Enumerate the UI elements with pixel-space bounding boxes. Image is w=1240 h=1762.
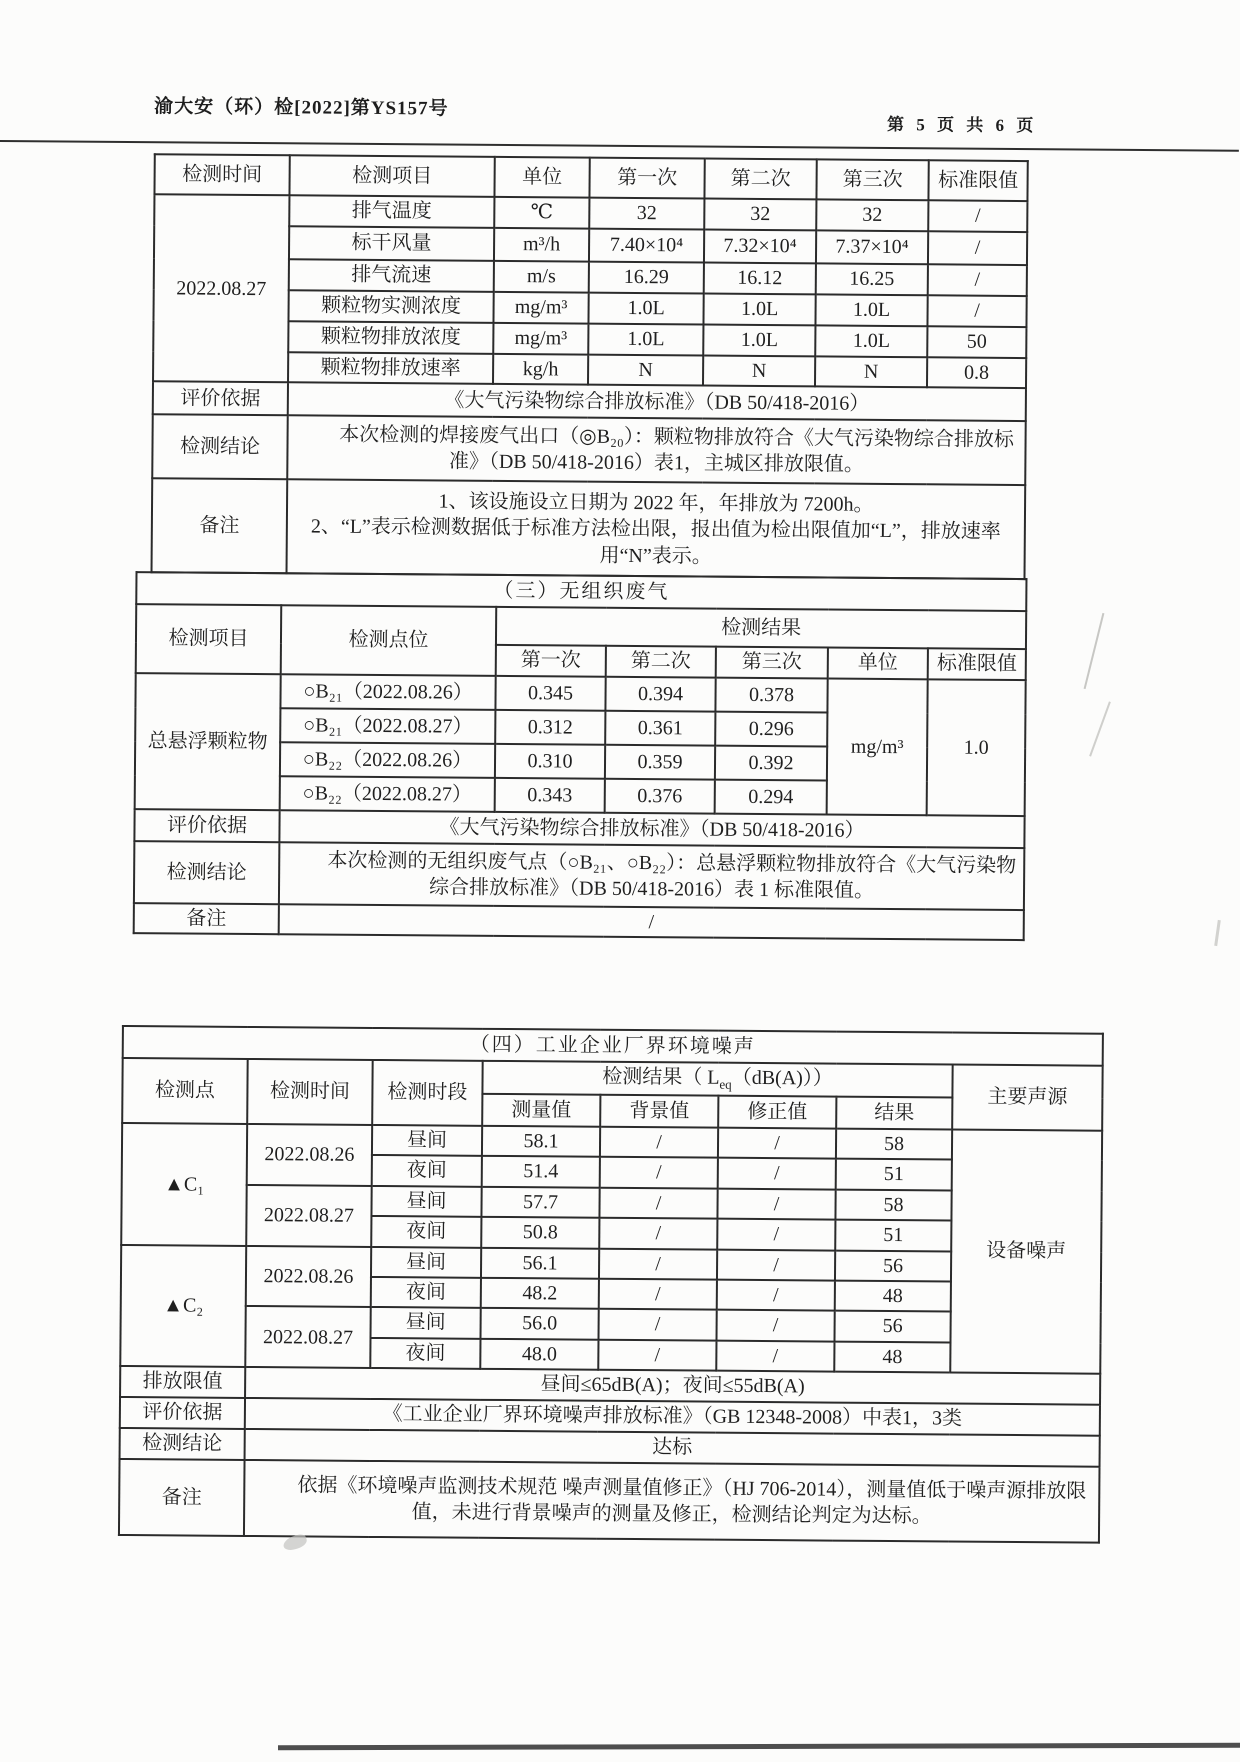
period-cell: 昼间 xyxy=(371,1186,481,1217)
item-cell: 标干风量 xyxy=(289,226,494,261)
value-cell: 0.376 xyxy=(605,779,715,814)
period-cell: 夜间 xyxy=(372,1155,482,1186)
t2-col-point: 检测点位 xyxy=(281,605,497,676)
limit-cell: 50 xyxy=(927,326,1026,358)
value-cell: 56 xyxy=(834,1311,950,1342)
remarks-text: 依据《环境噪声监测技术规范 噪声测量值修正》（HJ 706-2014），测量值低于噪声源排放限值，未进行背景噪声的测量及修正，检测结论判定为达标。 xyxy=(244,1460,1100,1543)
row-label: 评价依据 xyxy=(153,382,288,416)
date-cell: 2022.08.27 xyxy=(246,1185,371,1247)
value-cell: / xyxy=(598,1309,716,1340)
value-cell: 51 xyxy=(835,1220,951,1251)
period-cell: 昼间 xyxy=(371,1307,481,1338)
value-cell: 16.12 xyxy=(704,263,816,295)
unit-cell: mg/m³ xyxy=(493,323,588,355)
point-cell: ○B₂₂（2022.08.26） xyxy=(280,742,495,778)
t2-title: （三）无组织废气 xyxy=(136,572,1026,611)
value-cell: 32 xyxy=(589,198,704,230)
t2-col-limit: 标准限值 xyxy=(928,648,1026,680)
value-cell: / xyxy=(718,1128,836,1159)
t2-col-second: 第二次 xyxy=(606,646,716,678)
value-cell: N xyxy=(703,356,815,387)
t2-col-result: 检测结果 xyxy=(496,607,1026,649)
limit-cell: / xyxy=(928,200,1027,232)
value-cell: 48 xyxy=(835,1281,951,1312)
row-label: 评价依据 xyxy=(120,1397,245,1429)
unit-cell: mg/m³ xyxy=(493,292,588,324)
value-cell: / xyxy=(717,1188,835,1219)
value-cell: 57.7 xyxy=(481,1187,599,1218)
t1-col-limit: 标准限值 xyxy=(928,160,1027,201)
limit-text: 昼间≤65dB(A)；夜间≤55dB(A) xyxy=(245,1367,1100,1405)
value-cell: N xyxy=(588,355,703,386)
t2-col-item: 检测项目 xyxy=(136,604,282,674)
value-cell: 0.343 xyxy=(495,778,605,813)
value-cell: 48 xyxy=(834,1341,950,1372)
evaluation-basis-text: 《工业企业厂界环境噪声排放标准》（GB 12348-2008）中表1，3类 xyxy=(245,1398,1100,1436)
noise-source-cell: 设备噪声 xyxy=(950,1130,1102,1374)
t3-result-header-text: 检测结果（ L xyxy=(602,1066,720,1090)
unit-cell: mg/m³ xyxy=(827,679,928,816)
item-cell: 排气流速 xyxy=(289,259,494,292)
t3-title: （四）工业企业厂界环境噪声 xyxy=(123,1026,1103,1066)
t3-result-header-sub: eq xyxy=(719,1077,732,1093)
t2-col-third: 第三次 xyxy=(716,647,828,679)
value-cell: 1.0L xyxy=(588,324,703,356)
value-cell: 0.296 xyxy=(715,712,827,747)
value-cell: 56.1 xyxy=(481,1247,599,1278)
value-cell: 7.32×10⁴ xyxy=(704,230,816,264)
t3-col-point: 检测点 xyxy=(122,1058,248,1124)
date-cell: 2022.08.27 xyxy=(153,194,289,382)
evaluation-basis-text: 《大气污染物综合排放标准》（DB 50/418-2016） xyxy=(279,810,1024,848)
row-label: 检测结论 xyxy=(120,1428,245,1460)
value-cell: / xyxy=(599,1279,717,1310)
value-cell: 0.378 xyxy=(715,678,827,713)
value-cell: / xyxy=(716,1310,834,1341)
conclusion-row xyxy=(134,841,1025,910)
value-cell: 0.294 xyxy=(715,780,827,815)
unit-cell: kg/h xyxy=(493,354,588,385)
t1-col-third: 第三次 xyxy=(816,159,928,200)
item-cell: 总悬浮颗粒物 xyxy=(135,673,281,810)
fugitive-exhaust-table xyxy=(133,571,1028,941)
value-cell: 7.37×10⁴ xyxy=(816,230,928,264)
row-label: 备注 xyxy=(134,903,279,935)
remark-line: 2、“L”表示检测数据低于标准方法检出限，报出值为检出限值加“L”，排放速率用“N”表示。 xyxy=(310,515,1001,568)
value-cell: 0.345 xyxy=(495,676,605,711)
remarks-row xyxy=(134,903,1024,940)
value-cell: 58 xyxy=(836,1129,952,1160)
value-cell: 0.394 xyxy=(605,677,715,712)
value-cell: N xyxy=(815,356,927,387)
remarks-row xyxy=(119,1459,1100,1543)
document-number: 渝大安（环）检[2022]第YS157号 xyxy=(154,96,449,120)
conclusion-row xyxy=(152,415,1025,486)
period-cell: 夜间 xyxy=(371,1216,481,1247)
row-label: 备注 xyxy=(152,479,288,574)
date-cell: 2022.08.26 xyxy=(247,1124,372,1186)
period-cell: 夜间 xyxy=(370,1338,480,1369)
conclusion-text: 达标 xyxy=(245,1429,1100,1467)
t3-header-row-1 xyxy=(122,1058,1102,1099)
value-cell: 0.392 xyxy=(715,746,827,781)
t3-col-source: 主要声源 xyxy=(952,1065,1103,1131)
t3-result-header xyxy=(482,1061,952,1098)
value-cell: 0.312 xyxy=(495,710,605,745)
t2-col-first: 第一次 xyxy=(496,645,606,677)
conclusion-text: 本次检测的无组织废气点（○B₂₁、○B₂₂）：总悬浮颗粒物排放符合《大气污染物综合排放标准》（DB 50/418-2016）表 1 标准限值。 xyxy=(279,842,1025,910)
value-cell: / xyxy=(718,1158,836,1189)
value-cell: 7.40×10⁴ xyxy=(589,229,704,263)
item-cell: 颗粒物实测浓度 xyxy=(288,290,493,323)
item-cell: 颗粒物排放速率 xyxy=(288,352,493,384)
point-cell: ○B₂₁（2022.08.26） xyxy=(280,674,495,710)
value-cell: 50.8 xyxy=(481,1217,599,1248)
value-cell: / xyxy=(600,1157,718,1188)
point-cell: ▲C₁ xyxy=(121,1123,247,1246)
evaluation-basis-text: 《大气污染物综合排放标准》（DB 50/418-2016） xyxy=(288,383,1026,422)
value-cell: 0.310 xyxy=(495,744,605,779)
page-number: 第 5 页 共 6 页 xyxy=(886,114,1038,136)
value-cell: 1.0L xyxy=(703,294,815,326)
value-cell: 56 xyxy=(835,1250,951,1281)
row-label: 备注 xyxy=(119,1459,245,1536)
value-cell: / xyxy=(717,1249,835,1280)
item-cell: 颗粒物排放浓度 xyxy=(288,321,493,354)
remarks-text xyxy=(287,480,1026,580)
t1-col-unit: 单位 xyxy=(494,157,589,198)
value-cell: 32 xyxy=(816,199,928,231)
limit-cell: 1.0 xyxy=(927,679,1026,816)
t3-result-header-suffix: （dB(A)）） xyxy=(731,1067,833,1090)
value-cell: 56.0 xyxy=(481,1308,599,1339)
table-row xyxy=(122,1123,1102,1161)
period-cell: 昼间 xyxy=(371,1247,481,1278)
date-cell: 2022.08.26 xyxy=(246,1246,371,1308)
boundary-noise-table xyxy=(118,1025,1104,1544)
t1-col-first: 第一次 xyxy=(589,158,704,199)
remarks-row xyxy=(152,479,1026,580)
t3-col-period: 检测时段 xyxy=(372,1060,483,1126)
value-cell: 58 xyxy=(835,1189,951,1220)
remark-line: 1、该设施设立日期为 2022 年，年排放为 7200h。 xyxy=(438,490,874,516)
value-cell: 0.361 xyxy=(605,711,715,746)
unit-cell: m³/h xyxy=(494,228,589,262)
value-cell: / xyxy=(600,1127,718,1158)
point-cell: ▲C₂ xyxy=(120,1245,246,1368)
point-cell: ○B₂₁（2022.08.27） xyxy=(280,708,495,744)
value-cell: 1.0L xyxy=(588,293,703,325)
row-label: 排放限值 xyxy=(120,1366,245,1398)
organized-exhaust-table xyxy=(150,153,1028,580)
limit-cell: / xyxy=(928,264,1027,296)
t2-header-row-1 xyxy=(136,604,1026,649)
item-cell: 排气温度 xyxy=(289,195,494,228)
t3-col-measured: 测量值 xyxy=(482,1094,600,1127)
period-cell: 昼间 xyxy=(372,1125,482,1156)
value-cell: 48.2 xyxy=(481,1278,599,1309)
value-cell: 51.4 xyxy=(482,1156,600,1187)
value-cell: 1.0L xyxy=(815,294,927,326)
row-label: 检测结论 xyxy=(134,841,279,904)
t1-col-item: 检测项目 xyxy=(289,155,494,197)
value-cell: 1.0L xyxy=(703,325,815,357)
row-label: 评价依据 xyxy=(134,809,279,842)
t1-col-time: 检测时间 xyxy=(154,154,289,195)
value-cell: / xyxy=(599,1188,717,1219)
value-cell: / xyxy=(599,1218,717,1249)
value-cell: / xyxy=(598,1339,716,1370)
date-cell: 2022.08.27 xyxy=(245,1306,370,1368)
table-row xyxy=(154,194,1027,232)
value-cell: / xyxy=(717,1219,835,1250)
t3-col-time: 检测时间 xyxy=(247,1059,373,1125)
limit-cell: / xyxy=(927,295,1026,327)
unit-cell: ℃ xyxy=(494,197,589,229)
t2-col-unit: 单位 xyxy=(828,648,928,680)
value-cell: / xyxy=(599,1248,717,1279)
t3-col-result: 结果 xyxy=(836,1097,952,1130)
value-cell: 16.25 xyxy=(816,263,928,295)
value-cell: 58.1 xyxy=(482,1126,600,1157)
t1-col-second: 第二次 xyxy=(704,159,816,200)
header-divider xyxy=(0,140,1239,152)
table-row xyxy=(135,673,1025,714)
t3-col-background: 背景值 xyxy=(600,1095,718,1128)
limit-cell: 0.8 xyxy=(927,357,1026,388)
remarks-text: / xyxy=(279,904,1024,940)
value-cell: 48.0 xyxy=(480,1339,598,1370)
value-cell: 1.0L xyxy=(815,325,927,357)
conclusion-text: 本次检测的焊接废气出口（◎B₂₀）：颗粒物排放符合《大气污染物综合排放标准》（DB 50/418-2016）表1，主城区排放限值。 xyxy=(287,416,1025,486)
unit-cell: m/s xyxy=(494,261,589,293)
value-cell: 51 xyxy=(836,1159,952,1190)
limit-cell: / xyxy=(928,231,1027,265)
t1-header-row xyxy=(154,154,1027,201)
value-cell: 16.29 xyxy=(589,262,704,294)
value-cell: / xyxy=(716,1340,834,1371)
period-cell: 夜间 xyxy=(371,1277,481,1308)
value-cell: 0.359 xyxy=(605,745,715,780)
point-cell: ○B₂₂（2022.08.27） xyxy=(280,776,495,812)
t3-col-correction: 修正值 xyxy=(718,1096,836,1129)
row-label: 检测结论 xyxy=(152,415,287,480)
value-cell: 32 xyxy=(704,199,816,231)
value-cell: / xyxy=(717,1280,835,1311)
